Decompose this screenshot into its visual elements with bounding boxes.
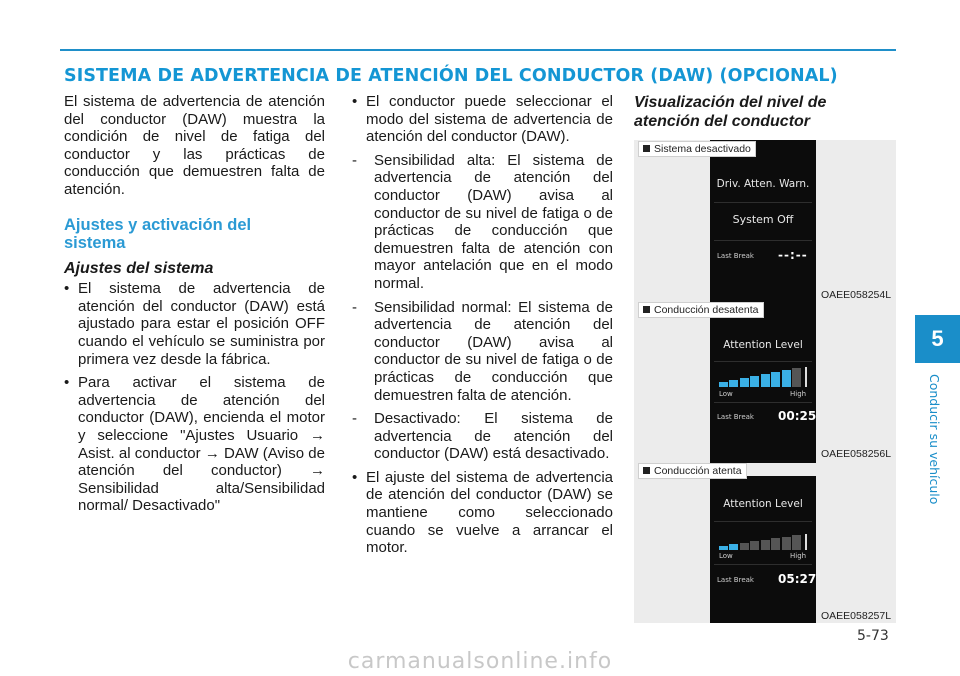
dash-text: Sensibilidad normal: El sistema de advertencia de atención del conductor (DAW) avisa al conductor de su nivel de fatiga o de prácticas de conducción que demuestren falta de atención. <box>374 298 613 404</box>
figure-caption <box>638 302 764 318</box>
column-1 <box>64 93 325 515</box>
level-segment <box>792 368 801 387</box>
screen-title: Attention Level <box>723 339 803 351</box>
screen-title: Driv. Atten. Warn. <box>716 178 810 190</box>
level-max-marker <box>805 534 807 550</box>
attention-level-bar <box>719 534 807 550</box>
figure-code: OAEE058257L <box>821 610 892 622</box>
level-segment <box>750 376 759 387</box>
cluster-screen-inattentive <box>710 303 816 463</box>
square-bullet-icon <box>643 467 650 474</box>
figure-caption <box>638 463 747 479</box>
figure-caption-text: Conducción atenta <box>654 465 742 477</box>
figures-heading-line2: atención del conductor <box>634 112 811 130</box>
level-low-label: Low <box>719 390 733 398</box>
page-title: SISTEMA DE ADVERTENCIA DE ATENCIÓN DEL CONDUCTOR (DAW) (OPCIONAL) <box>64 66 838 86</box>
level-segment <box>740 543 749 551</box>
figures-heading-line1: Visualización del nivel de <box>634 94 827 111</box>
dash-text: Sensibilidad alta: El sistema de advertencia de atención del conductor (DAW) avisa al conductor de su nivel de fatiga o de prácticas de conducción que demuestren falta de atención con mayor antelación que en el modo normal. <box>374 151 613 292</box>
last-break-label: Last Break <box>717 576 754 584</box>
figure-caption <box>638 141 756 157</box>
level-segment <box>792 535 801 550</box>
level-high-label: High <box>790 390 807 398</box>
screen-divider <box>714 564 812 565</box>
intro-paragraph: El sistema de advertencia de atención del conductor (DAW) muestra la condición de nivel de fatiga del conductor y las prácticas de conducción que demuestren falta de atención. <box>64 93 325 198</box>
level-high-label: High <box>790 552 807 560</box>
section-heading <box>64 216 325 252</box>
subsection-heading: Ajustes del sistema <box>64 259 214 277</box>
top-rule <box>60 49 896 51</box>
screen-divider <box>714 240 812 241</box>
attention-level-bar <box>719 367 807 387</box>
section-heading-line1: Ajustes y activación del <box>64 215 252 234</box>
level-max-marker <box>805 367 807 387</box>
dash-item <box>352 152 613 293</box>
last-break-label: Last Break <box>717 252 754 260</box>
screen-divider <box>714 202 812 203</box>
level-segment <box>719 382 728 387</box>
dash-item <box>352 299 613 405</box>
last-break-label: Last Break <box>717 413 754 421</box>
chapter-tab: 5 <box>915 315 960 363</box>
bullet-item: • El sistema de advertencia de atención del conductor (DAW) está ajustado para estar el posición OFF cuando el vehículo se suministra por primera vez desde la fábrica. <box>64 280 325 368</box>
figure-code: OAEE058254L <box>821 289 892 301</box>
square-bullet-icon <box>643 306 650 313</box>
screen-title: Attention Level <box>723 498 803 510</box>
screen-status: System Off <box>732 213 794 226</box>
last-break-value: 00:25 <box>778 409 816 423</box>
dash-item <box>352 410 613 463</box>
square-bullet-icon <box>643 145 650 152</box>
level-segment <box>771 372 780 387</box>
dash-mark: - <box>352 410 357 428</box>
figure-caption-text: Sistema desactivado <box>654 143 751 155</box>
dash-mark: - <box>352 298 357 316</box>
screen-divider <box>714 521 812 522</box>
figure-code: OAEE058256L <box>821 448 892 460</box>
level-segment <box>729 544 738 550</box>
level-segment <box>771 538 780 550</box>
figure-caption-text: Conducción desatenta <box>654 304 759 316</box>
level-segment <box>782 537 791 551</box>
column-2 <box>352 93 613 557</box>
cluster-screen-attentive <box>710 476 816 623</box>
bullet-item: • El ajuste del sistema de advertencia de atención del conductor (DAW) se mantiene como seleccionado cuando se vuelve a arrancar el motor. <box>352 469 613 557</box>
bullet-item: • Para activar el sistema de advertencia de atención del conductor (DAW), encienda el motor y seleccione "Ajustes Usuario → Asist. al conductor → DAW (Aviso de atención del conductor) → Sensibilidad alta/Sensibilidad normal/ Desactivado" <box>64 374 325 515</box>
screen-divider <box>714 402 812 403</box>
level-segment <box>719 546 728 551</box>
figures-heading <box>634 94 874 131</box>
section-heading-line2: sistema <box>64 233 126 252</box>
level-segment <box>750 541 759 550</box>
level-low-label: Low <box>719 552 733 560</box>
bullet-item: • El conductor puede seleccionar el modo del sistema de advertencia de atención del conductor (DAW). <box>352 93 613 146</box>
page-number: 5-73 <box>857 628 889 644</box>
level-segment <box>740 378 749 387</box>
level-segment <box>729 380 738 387</box>
cluster-screen-system-off <box>710 140 816 303</box>
last-break-value: --:-- <box>778 248 808 262</box>
dash-text: Desactivado: El sistema de advertencia de atención del conductor (DAW) está desactivado. <box>374 410 613 463</box>
level-segment <box>761 540 770 551</box>
watermark: carmanualsonline.info <box>347 649 613 674</box>
level-segment <box>761 374 770 387</box>
dash-mark: - <box>352 151 357 169</box>
screen-divider <box>714 361 812 362</box>
chapter-label: Conducir su vehículo <box>927 374 942 505</box>
last-break-value: 05:27 <box>778 572 816 586</box>
level-segment <box>782 370 791 387</box>
